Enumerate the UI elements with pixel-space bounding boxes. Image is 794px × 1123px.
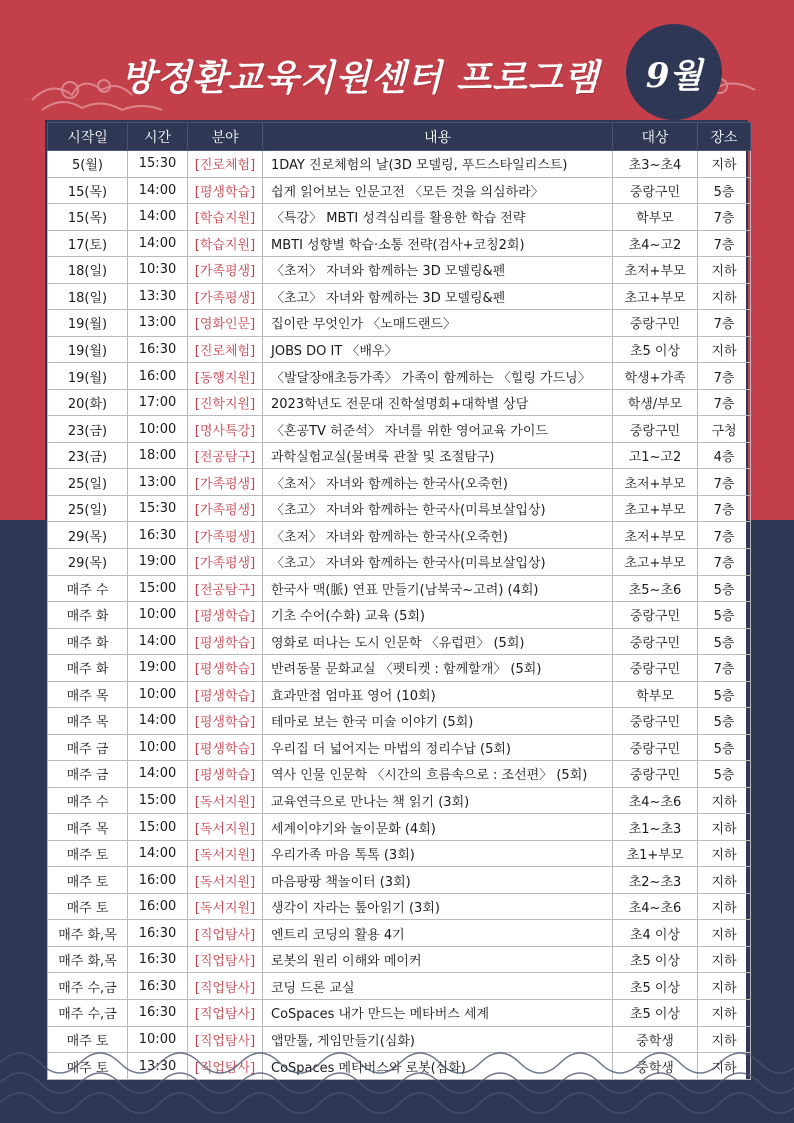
cell-place: 지하 xyxy=(698,867,751,894)
cell-time: 15:00 xyxy=(128,814,188,841)
cell-content: 기초 수어(수화) 교육 (5회) xyxy=(263,602,613,629)
cell-category: [평생학습] xyxy=(188,628,263,655)
cell-target: 학생+가족 xyxy=(613,363,698,390)
cell-place: 지하 xyxy=(698,1026,751,1053)
cell-category: [영화인문] xyxy=(188,310,263,337)
cell-place: 7층 xyxy=(698,495,751,522)
cell-target: 초5 이상 xyxy=(613,336,698,363)
cell-time: 13:30 xyxy=(128,283,188,310)
cell-content: 〈특강〉 MBTI 성격심리를 활용한 학습 전략 xyxy=(263,204,613,231)
cell-date: 19(월) xyxy=(48,363,128,390)
cell-time: 14:00 xyxy=(128,761,188,788)
cell-date: 25(일) xyxy=(48,495,128,522)
table-row xyxy=(48,389,751,416)
cell-content: 교육연극으로 만나는 책 읽기 (3회) xyxy=(263,787,613,814)
cell-content: 쉽게 읽어보는 인문고전 〈모든 것을 의심하라〉 xyxy=(263,177,613,204)
cell-place: 지하 xyxy=(698,893,751,920)
table-row xyxy=(48,495,751,522)
cell-category: [동행지원] xyxy=(188,363,263,390)
table-row xyxy=(48,708,751,735)
cell-category: [평생학습] xyxy=(188,681,263,708)
cell-time: 13:00 xyxy=(128,310,188,337)
cell-target: 초2~초3 xyxy=(613,867,698,894)
cell-category: [평생학습] xyxy=(188,734,263,761)
cell-date: 매주 수,금 xyxy=(48,973,128,1000)
cell-content: 집이란 무엇인가 〈노매드랜드〉 xyxy=(263,310,613,337)
cell-category: [평생학습] xyxy=(188,761,263,788)
cell-category: [가족평생] xyxy=(188,548,263,575)
cell-category: [독서지원] xyxy=(188,867,263,894)
cell-time: 16:00 xyxy=(128,867,188,894)
cell-date: 23(금) xyxy=(48,442,128,469)
cell-date: 19(월) xyxy=(48,336,128,363)
cell-content: JOBS DO IT 〈배우〉 xyxy=(263,336,613,363)
column-header-target: 대상 xyxy=(613,123,698,151)
cell-date: 매주 토 xyxy=(48,1026,128,1053)
cell-place: 5층 xyxy=(698,602,751,629)
cell-date: 17(토) xyxy=(48,230,128,257)
cell-content: 코딩 드론 교실 xyxy=(263,973,613,1000)
table-row xyxy=(48,548,751,575)
cell-place: 7층 xyxy=(698,522,751,549)
cell-time: 15:00 xyxy=(128,575,188,602)
cell-date: 매주 목 xyxy=(48,681,128,708)
cell-time: 16:30 xyxy=(128,336,188,363)
cell-time: 16:30 xyxy=(128,920,188,947)
cell-target: 초5 이상 xyxy=(613,946,698,973)
cell-date: 매주 토 xyxy=(48,840,128,867)
cell-target: 초1~초3 xyxy=(613,814,698,841)
cell-place: 지하 xyxy=(698,336,751,363)
table-row xyxy=(48,363,751,390)
table-row xyxy=(48,628,751,655)
cell-target: 중랑구민 xyxy=(613,310,698,337)
cell-date: 매주 토 xyxy=(48,893,128,920)
cell-date: 매주 화 xyxy=(48,602,128,629)
cell-time: 16:00 xyxy=(128,363,188,390)
program-table xyxy=(47,122,751,1080)
cell-content: 〈발달장애초등가족〉 가족이 함께하는 〈힐링 가드닝〉 xyxy=(263,363,613,390)
month-badge: 9월 xyxy=(626,24,722,120)
cell-date: 매주 화,목 xyxy=(48,920,128,947)
cell-category: [직업탐사] xyxy=(188,1000,263,1027)
cell-target: 초저+부모 xyxy=(613,469,698,496)
table-row xyxy=(48,151,751,178)
cell-target: 학부모 xyxy=(613,681,698,708)
cell-target: 초저+부모 xyxy=(613,257,698,284)
cell-target: 초고+부모 xyxy=(613,283,698,310)
cell-category: [독서지원] xyxy=(188,787,263,814)
table-row xyxy=(48,840,751,867)
cell-time: 14:00 xyxy=(128,628,188,655)
cell-date: 29(목) xyxy=(48,548,128,575)
table-row xyxy=(48,761,751,788)
table-row xyxy=(48,310,751,337)
cell-time: 19:00 xyxy=(128,655,188,682)
cell-date: 매주 토 xyxy=(48,867,128,894)
cell-content: 효과만점 엄마표 영어 (10회) xyxy=(263,681,613,708)
cell-category: [독서지원] xyxy=(188,893,263,920)
cell-target: 초5~초6 xyxy=(613,575,698,602)
cell-category: [평생학습] xyxy=(188,708,263,735)
cell-place: 지하 xyxy=(698,814,751,841)
table-row xyxy=(48,681,751,708)
cell-place: 7층 xyxy=(698,204,751,231)
cell-category: [학습지원] xyxy=(188,204,263,231)
cell-place: 지하 xyxy=(698,1053,751,1080)
cell-place: 지하 xyxy=(698,973,751,1000)
column-header-content: 내용 xyxy=(263,123,613,151)
table-row xyxy=(48,867,751,894)
table-row xyxy=(48,787,751,814)
cell-target: 초3~초4 xyxy=(613,151,698,178)
cell-target: 중랑구민 xyxy=(613,734,698,761)
cell-category: [진로체험] xyxy=(188,336,263,363)
cell-date: 매주 토 xyxy=(48,1053,128,1080)
cell-date: 매주 수 xyxy=(48,787,128,814)
cell-category: [평생학습] xyxy=(188,602,263,629)
cell-time: 16:30 xyxy=(128,973,188,1000)
table-row xyxy=(48,734,751,761)
cell-category: [가족평생] xyxy=(188,495,263,522)
cell-target: 초4~고2 xyxy=(613,230,698,257)
cell-target: 중랑구민 xyxy=(613,655,698,682)
cell-target: 초1+부모 xyxy=(613,840,698,867)
table-row xyxy=(48,469,751,496)
cell-time: 15:30 xyxy=(128,151,188,178)
cell-place: 7층 xyxy=(698,363,751,390)
cell-place: 5층 xyxy=(698,734,751,761)
cell-time: 10:00 xyxy=(128,681,188,708)
cell-time: 19:00 xyxy=(128,548,188,575)
table-row xyxy=(48,1000,751,1027)
cell-content: 엔트리 코딩의 활용 4기 xyxy=(263,920,613,947)
cell-content: 1DAY 진로체험의 날(3D 모델링, 푸드스타일리스트) xyxy=(263,151,613,178)
cell-content: 〈초고〉 자녀와 함께하는 한국사(미륵보살입상) xyxy=(263,495,613,522)
cell-time: 16:00 xyxy=(128,893,188,920)
cell-place: 5층 xyxy=(698,628,751,655)
cell-time: 14:00 xyxy=(128,708,188,735)
table-row xyxy=(48,230,751,257)
cell-target: 초4 이상 xyxy=(613,920,698,947)
cell-target: 중랑구민 xyxy=(613,628,698,655)
cell-category: [가족평생] xyxy=(188,283,263,310)
cell-time: 10:00 xyxy=(128,416,188,443)
cell-category: [평생학습] xyxy=(188,177,263,204)
cell-place: 지하 xyxy=(698,283,751,310)
wave-decoration-icon xyxy=(0,1033,794,1123)
cell-place: 지하 xyxy=(698,787,751,814)
cell-place: 5층 xyxy=(698,708,751,735)
cell-time: 18:00 xyxy=(128,442,188,469)
cell-target: 중랑구민 xyxy=(613,177,698,204)
cell-category: [직업탐사] xyxy=(188,1026,263,1053)
cell-date: 15(목) xyxy=(48,204,128,231)
cell-content: 〈초고〉 자녀와 함께하는 3D 모델링&펜 xyxy=(263,283,613,310)
page-title: 방정환교육지원센터 프로그램 xyxy=(120,56,600,99)
cell-place: 7층 xyxy=(698,310,751,337)
cell-time: 14:00 xyxy=(128,840,188,867)
cell-place: 7층 xyxy=(698,389,751,416)
cell-category: [진학지원] xyxy=(188,389,263,416)
cell-time: 16:30 xyxy=(128,522,188,549)
cell-place: 지하 xyxy=(698,1000,751,1027)
cell-date: 18(일) xyxy=(48,283,128,310)
table-row xyxy=(48,416,751,443)
cell-category: [전공탐구] xyxy=(188,442,263,469)
table-row xyxy=(48,257,751,284)
cell-target: 중랑구민 xyxy=(613,761,698,788)
table-header-row xyxy=(48,123,751,151)
cell-date: 매주 금 xyxy=(48,734,128,761)
cell-time: 13:00 xyxy=(128,469,188,496)
program-table-container xyxy=(45,120,748,1082)
cell-target: 초저+부모 xyxy=(613,522,698,549)
table-row xyxy=(48,946,751,973)
cell-date: 매주 수 xyxy=(48,575,128,602)
cell-place: 구청 xyxy=(698,416,751,443)
cell-time: 14:00 xyxy=(128,204,188,231)
cell-content: 〈혼공TV 허준석〉 자녀를 위한 영어교육 가이드 xyxy=(263,416,613,443)
table-row xyxy=(48,920,751,947)
cell-category: [학습지원] xyxy=(188,230,263,257)
cell-time: 16:30 xyxy=(128,1000,188,1027)
cell-content: 반려동물 문화교실 〈펫티켓 : 함께할개〉 (5회) xyxy=(263,655,613,682)
cell-date: 5(월) xyxy=(48,151,128,178)
cell-category: [직업탐사] xyxy=(188,946,263,973)
cell-content: 〈초저〉 자녀와 함께하는 한국사(오죽헌) xyxy=(263,522,613,549)
table-row xyxy=(48,973,751,1000)
cell-date: 18(일) xyxy=(48,257,128,284)
cell-category: [전공탐구] xyxy=(188,575,263,602)
cell-date: 29(목) xyxy=(48,522,128,549)
cell-date: 매주 목 xyxy=(48,814,128,841)
cell-target: 초4~초6 xyxy=(613,787,698,814)
cell-content: 로봇의 원리 이해와 메이커 xyxy=(263,946,613,973)
cell-target: 초고+부모 xyxy=(613,548,698,575)
cell-category: [독서지원] xyxy=(188,840,263,867)
cell-time: 15:00 xyxy=(128,787,188,814)
cell-target: 초고+부모 xyxy=(613,495,698,522)
cell-target: 중학생 xyxy=(613,1026,698,1053)
cell-category: [평생학습] xyxy=(188,655,263,682)
table-row xyxy=(48,575,751,602)
cell-content: 우리집 더 넓어지는 마법의 정리수납 (5회) xyxy=(263,734,613,761)
cell-category: [직업탐사] xyxy=(188,1053,263,1080)
cell-date: 매주 화,목 xyxy=(48,946,128,973)
cell-date: 매주 화 xyxy=(48,628,128,655)
cell-place: 지하 xyxy=(698,840,751,867)
cell-place: 7층 xyxy=(698,469,751,496)
column-header-place: 장소 xyxy=(698,123,751,151)
cell-place: 5층 xyxy=(698,575,751,602)
cell-content: 2023학년도 전문대 진학설명회+대학별 상담 xyxy=(263,389,613,416)
column-header-category: 분야 xyxy=(188,123,263,151)
table-row xyxy=(48,655,751,682)
cell-target: 초5 이상 xyxy=(613,1000,698,1027)
cell-content: 한국사 맥(脈) 연표 만들기(남북국~고려) (4회) xyxy=(263,575,613,602)
cell-target: 중랑구민 xyxy=(613,602,698,629)
cell-content: 세계이야기와 놀이문화 (4회) xyxy=(263,814,613,841)
table-row xyxy=(48,442,751,469)
cell-time: 10:00 xyxy=(128,1026,188,1053)
table-row xyxy=(48,204,751,231)
table-body xyxy=(48,151,751,1080)
cell-date: 15(목) xyxy=(48,177,128,204)
cell-time: 16:30 xyxy=(128,946,188,973)
cell-category: [명사특강] xyxy=(188,416,263,443)
cell-target: 학생/부모 xyxy=(613,389,698,416)
cell-target: 중랑구민 xyxy=(613,708,698,735)
cell-time: 14:00 xyxy=(128,177,188,204)
cell-place: 7층 xyxy=(698,655,751,682)
cell-date: 20(화) xyxy=(48,389,128,416)
cell-category: [직업탐사] xyxy=(188,973,263,1000)
table-row xyxy=(48,893,751,920)
table-row xyxy=(48,602,751,629)
cell-date: 23(금) xyxy=(48,416,128,443)
cell-time: 17:00 xyxy=(128,389,188,416)
table-row xyxy=(48,336,751,363)
cell-target: 고1~고2 xyxy=(613,442,698,469)
cell-content: 우리가족 마음 톡톡 (3회) xyxy=(263,840,613,867)
cell-time: 15:30 xyxy=(128,495,188,522)
cell-place: 5층 xyxy=(698,761,751,788)
cell-time: 14:00 xyxy=(128,230,188,257)
cell-category: [가족평생] xyxy=(188,522,263,549)
cell-content: 과학실험교실(물벼룩 관찰 및 조절탐구) xyxy=(263,442,613,469)
cell-time: 10:00 xyxy=(128,734,188,761)
cell-date: 매주 수,금 xyxy=(48,1000,128,1027)
cell-target: 중랑구민 xyxy=(613,416,698,443)
column-header-time: 시간 xyxy=(128,123,188,151)
cell-place: 7층 xyxy=(698,548,751,575)
cell-category: [가족평생] xyxy=(188,469,263,496)
column-header-date: 시작일 xyxy=(48,123,128,151)
cell-content: 〈초저〉 자녀와 함께하는 3D 모델링&펜 xyxy=(263,257,613,284)
cell-category: [직업탐사] xyxy=(188,920,263,947)
cell-content: 앱만툴, 게임만들기(심화) xyxy=(263,1026,613,1053)
cell-content: MBTI 성향별 학습·소통 전략(검사+코칭2회) xyxy=(263,230,613,257)
cell-content: 테마로 보는 한국 미술 이야기 (5회) xyxy=(263,708,613,735)
cell-place: 지하 xyxy=(698,946,751,973)
cell-date: 19(월) xyxy=(48,310,128,337)
table-row xyxy=(48,283,751,310)
table-row xyxy=(48,177,751,204)
table-row xyxy=(48,522,751,549)
cell-date: 매주 목 xyxy=(48,708,128,735)
cell-target: 중학생 xyxy=(613,1053,698,1080)
cell-target: 학부모 xyxy=(613,204,698,231)
cell-target: 초5 이상 xyxy=(613,973,698,1000)
cell-place: 지하 xyxy=(698,920,751,947)
cell-time: 10:30 xyxy=(128,257,188,284)
cell-content: 영화로 떠나는 도시 인문학 〈유럽편〉 (5회) xyxy=(263,628,613,655)
cell-target: 초4~초6 xyxy=(613,893,698,920)
cell-content: 〈초저〉 자녀와 함께하는 한국사(오죽헌) xyxy=(263,469,613,496)
cell-content: 〈초고〉 자녀와 함께하는 한국사(미륵보살입상) xyxy=(263,548,613,575)
cell-category: [독서지원] xyxy=(188,814,263,841)
cell-time: 10:00 xyxy=(128,602,188,629)
cell-content: CoSpaces 메타버스와 로봇(심화) xyxy=(263,1053,613,1080)
cell-content: 마음팡팡 책놀이터 (3회) xyxy=(263,867,613,894)
cell-date: 매주 금 xyxy=(48,761,128,788)
cell-place: 4층 xyxy=(698,442,751,469)
cell-content: 역사 인물 인문학 〈시간의 흐름속으로 : 조선편〉 (5회) xyxy=(263,761,613,788)
table-row xyxy=(48,814,751,841)
cell-category: [진로체험] xyxy=(188,151,263,178)
cell-place: 지하 xyxy=(698,151,751,178)
cell-time: 13:30 xyxy=(128,1053,188,1080)
cell-place: 7층 xyxy=(698,230,751,257)
cell-content: CoSpaces 내가 만드는 메타버스 세계 xyxy=(263,1000,613,1027)
cell-place: 지하 xyxy=(698,257,751,284)
cell-content: 생각이 자라는 톺아읽기 (3회) xyxy=(263,893,613,920)
cell-category: [가족평생] xyxy=(188,257,263,284)
cell-date: 25(일) xyxy=(48,469,128,496)
cell-place: 5층 xyxy=(698,681,751,708)
cell-place: 5층 xyxy=(698,177,751,204)
cell-date: 매주 화 xyxy=(48,655,128,682)
